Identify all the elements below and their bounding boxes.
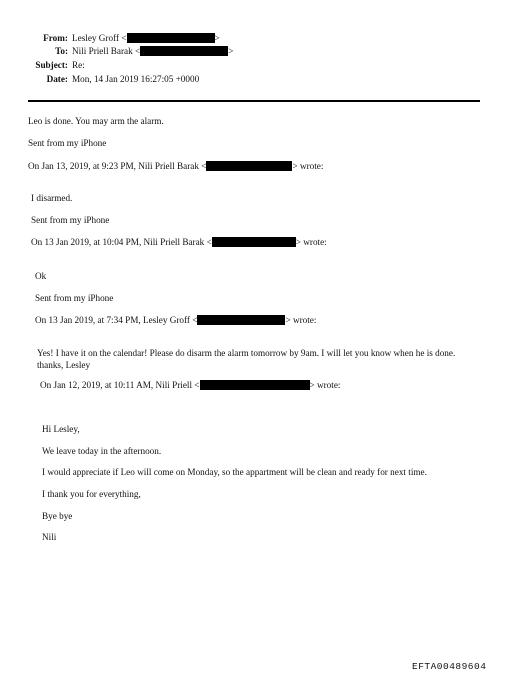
to-label: To: (55, 46, 68, 56)
signature: Sent from my iPhone (28, 138, 107, 148)
message-body: Leo is done. You may arm the alarm. (28, 116, 164, 126)
quote-header: On 13 Jan 2019, at 10:04 PM, Nili Priell Barak < > wrote: (31, 237, 327, 247)
message-line: Bye bye (42, 511, 73, 521)
redaction-bar (206, 161, 292, 171)
from-name: Lesley Groff < (72, 33, 127, 43)
to-name: Nili Priell Barak < (72, 46, 141, 56)
header-from: From: Lesley Groff < > (10, 33, 220, 45)
subject-label: Subject: (35, 60, 68, 70)
message-body: Yes! I have it on the calendar! Please do disarm the alarm tomorrow by 9am. I will let you know when he is done. thanks, Lesley (37, 348, 456, 370)
redaction-bar (127, 33, 215, 43)
quote-header: On Jan 12, 2019, at 10:11 AM, Nili Priell < > wrote: (40, 380, 341, 390)
message-line: We leave today in the afternoon. (42, 446, 162, 456)
document-id: EFTA00489604 (412, 661, 487, 672)
header-divider (28, 100, 480, 102)
quote-header: On 13 Jan 2019, at 7:34 PM, Lesley Groff < > wrote: (35, 315, 317, 325)
date-value: Mon, 14 Jan 2019 16:27:05 +0000 (72, 74, 200, 84)
from-label: From: (43, 33, 68, 43)
header-to: To: Nili Priell Barak < > (10, 46, 233, 58)
redaction-bar (200, 380, 310, 390)
redaction-bar (140, 46, 228, 56)
signature-name: Nili (42, 532, 57, 542)
redaction-bar (197, 315, 285, 325)
signature: Sent from my iPhone (35, 293, 114, 303)
redaction-bar (212, 237, 296, 247)
subject-value: Re: (72, 60, 85, 70)
greeting: Hi Lesley, (42, 424, 80, 434)
date-label: Date: (46, 74, 68, 84)
message-line: I would appreciate if Leo will come on Monday, so the appartment will be clean and ready for next time. (42, 467, 427, 477)
message-line: I thank you for everything, (42, 489, 141, 499)
signature: Sent from my iPhone (31, 215, 110, 225)
quote-header: On Jan 13, 2019, at 9:23 PM, Nili Priell Barak < > wrote: (28, 161, 324, 171)
message-body: I disarmed. (31, 193, 73, 203)
message-body: Ok (35, 271, 47, 281)
header-date (10, 74, 199, 86)
header-subject (10, 60, 85, 72)
